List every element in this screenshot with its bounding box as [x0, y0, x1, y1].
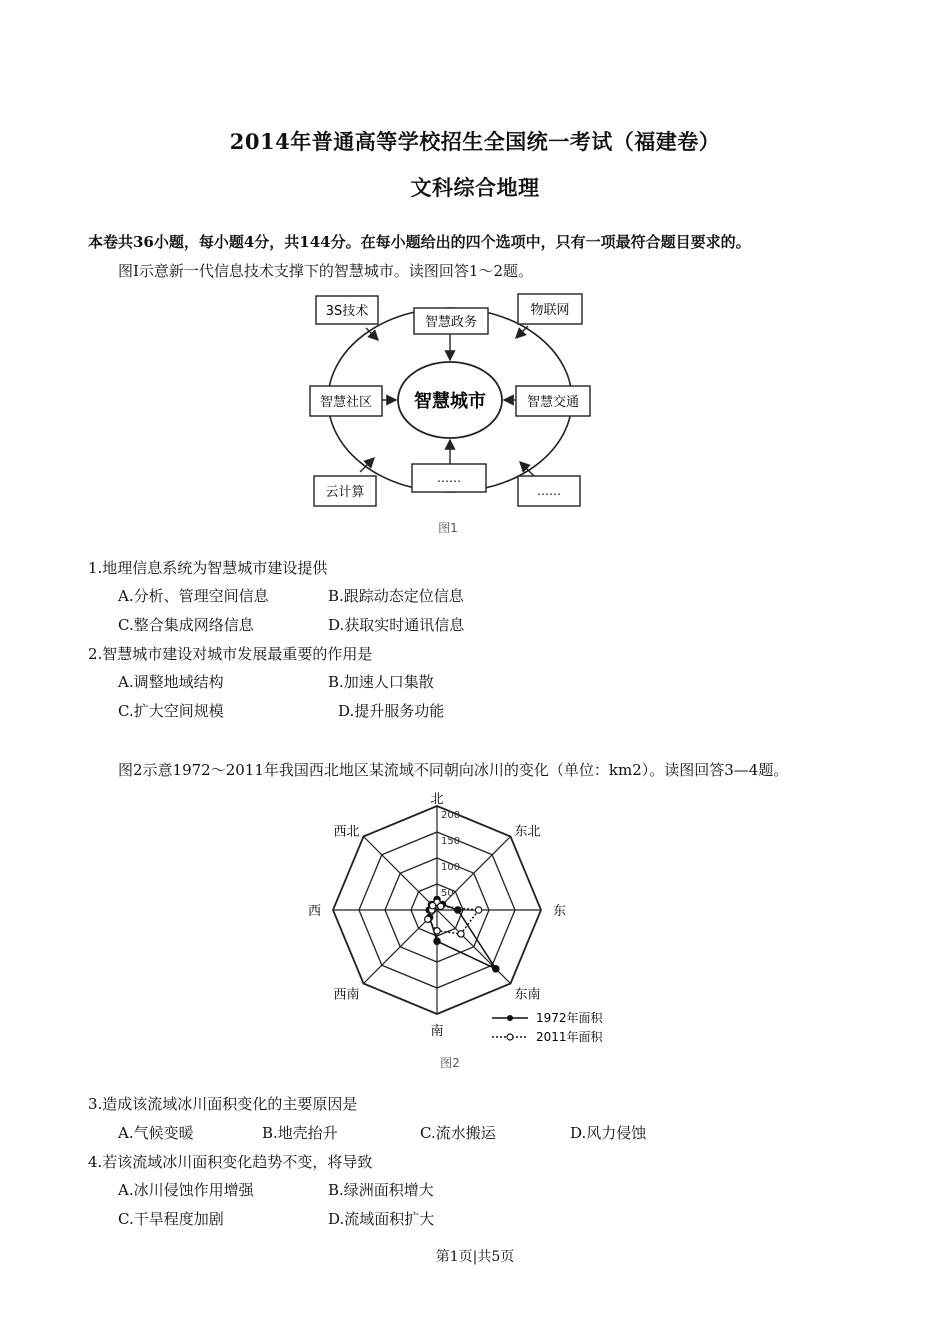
- svg-text:智慧社区: 智慧社区: [319, 395, 373, 410]
- direction-label: 北: [430, 792, 444, 807]
- q2-option-b: B.加速人口集散: [328, 673, 434, 691]
- center-label: 智慧城市: [414, 391, 486, 412]
- chart-legend: [492, 1010, 604, 1044]
- axis-tick-label: 150: [441, 836, 461, 847]
- q1-option-a: A.分析、管理空间信息: [118, 587, 269, 605]
- svg-text:……: ……: [537, 484, 561, 498]
- point-2011: [429, 902, 435, 908]
- q4-stem: 4.若该流域冰川面积变化趋势不变，将导致: [88, 1153, 373, 1171]
- page-title: 2014年普通高等学校招生全国统一考试（福建卷）: [229, 129, 721, 154]
- direction-label: 东南: [514, 987, 541, 1003]
- axis-tick-label: 50: [441, 888, 454, 899]
- q4-option-a: A.冰川侵蚀作用增强: [118, 1181, 254, 1199]
- node-smart-traffic: [516, 386, 590, 416]
- q3-option-a: A.气候变暖: [118, 1124, 194, 1142]
- svg-text:智慧政务: 智慧政务: [424, 315, 478, 330]
- q4-option-d: D.流域面积扩大: [328, 1210, 435, 1228]
- legend-2011: 2011年面积: [536, 1030, 603, 1044]
- point-1972: [493, 966, 499, 972]
- figure-2-caption: 图2: [440, 1056, 460, 1070]
- direction-label: 西南: [333, 987, 360, 1003]
- node-ellipsis-right: [518, 476, 580, 506]
- figure-1-smart-city-diagram: [300, 288, 652, 544]
- node-ellipsis-middle: [412, 464, 486, 492]
- point-2011: [475, 907, 481, 913]
- node-smart-community: [310, 386, 382, 416]
- exam-instructions: 本卷共36小题，每小题4分，共144分。在每小题给出的四个选项中，只有一项最符合题目要求的。: [88, 233, 751, 251]
- direction-label: 东北: [514, 824, 541, 840]
- q1-option-c: C.整合集成网络信息: [118, 616, 254, 634]
- q2-option-a: A.调整地域结构: [118, 673, 224, 691]
- point-2011: [438, 903, 444, 909]
- svg-text:3S技术: 3S技术: [325, 304, 369, 319]
- page-subtitle: 文科综合地理: [410, 175, 540, 200]
- svg-text:智慧交通: 智慧交通: [526, 395, 580, 410]
- point-2011: [434, 928, 440, 934]
- q3-option-c: C.流水搬运: [420, 1124, 496, 1142]
- axis-tick-label: 200: [441, 810, 461, 821]
- figure-2-radar-chart: [300, 785, 640, 1080]
- q1-stem: 1.地理信息系统为智慧城市建设提供: [88, 559, 328, 577]
- direction-label: 东: [553, 904, 567, 919]
- direction-label: 西: [307, 904, 321, 919]
- q4-option-b: B.绿洲面积增大: [328, 1181, 434, 1199]
- q4-option-c: C.干旱程度加剧: [118, 1210, 224, 1228]
- fig2-intro: 图2示意1972～2011年我国西北地区某流域不同朝向冰川的变化（单位：km2）。读图回答3—4题。: [118, 761, 789, 779]
- q2-option-c: C.扩大空间规模: [118, 702, 224, 720]
- q3-option-d: D.风力侵蚀: [570, 1124, 647, 1142]
- q2-option-d: D.提升服务功能: [338, 702, 445, 720]
- page-number: 第1页|共5页: [435, 1249, 515, 1265]
- point-1972: [434, 938, 440, 944]
- direction-label: 南: [430, 1024, 444, 1039]
- point-2011: [458, 931, 464, 937]
- figure-1-caption: 图1: [438, 521, 458, 535]
- svg-text:云计算: 云计算: [325, 485, 365, 500]
- q1-option-d: D.获取实时通讯信息: [328, 616, 465, 634]
- q3-stem: 3.造成该流域冰川面积变化的主要原因是: [88, 1095, 358, 1113]
- legend-1972: 1972年面积: [536, 1011, 603, 1025]
- fig1-intro: 图Ⅰ示意新一代信息技术支撑下的智慧城市。读图回答1～2题。: [118, 262, 534, 280]
- q1-option-b: B.跟踪动态定位信息: [328, 587, 464, 605]
- node-3s-tech: [316, 296, 378, 324]
- q2-stem: 2.智慧城市建设对城市发展最重要的作用是: [88, 645, 373, 663]
- svg-text:物联网: 物联网: [530, 303, 570, 318]
- node-cloud-computing: [314, 476, 376, 506]
- svg-text:……: ……: [437, 471, 461, 485]
- direction-label: 西北: [333, 824, 360, 840]
- axis-tick-label: 100: [441, 862, 461, 873]
- q3-option-b: B.地壳抬升: [262, 1124, 338, 1142]
- node-smart-government: [414, 308, 488, 334]
- point-2011: [425, 916, 431, 922]
- node-iot: [518, 294, 582, 324]
